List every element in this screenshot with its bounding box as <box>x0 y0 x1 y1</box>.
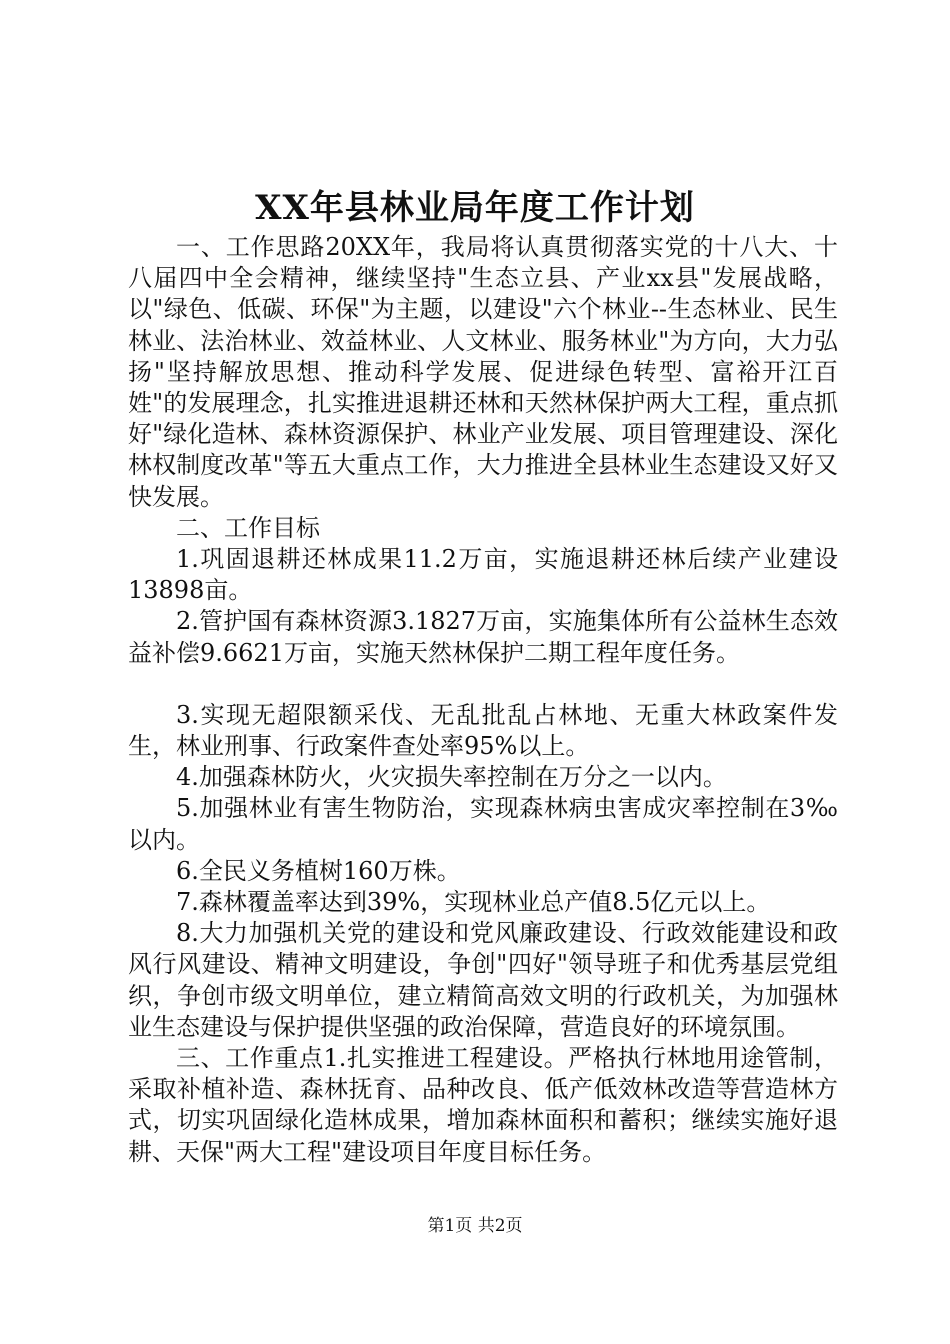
heading-work-goals: 二、工作目标 <box>176 513 320 542</box>
paragraph-work-focus: 三、工作重点1.扎实推进工程建设。严格执行林地用途管制，采取补植补造、森林抚育、品种改良、低产低效林改造等营造林方式，切实巩固绿化造林成果，增加森林面积和蓄积；继续实施好退耕、天保"两大工程"建设项目年度目标任务。 <box>128 1044 838 1166</box>
goal-item-8: 8.大力加强机关党的建设和党风廉政建设、行政效能建设和政风行风建设、精神文明建设，争创"四好"领导班子和优秀基层党组织，争创市级文明单位，建立精简高效文明的行政机关，为加强林业生态建设与保护提供坚强的政治保障，营造良好的环境氛围。 <box>128 919 838 1041</box>
document-title: XX年县林业局年度工作计划 <box>255 188 695 228</box>
goal-item-6: 6.全民义务植树160万株。 <box>176 856 461 885</box>
document-body <box>128 232 838 1168</box>
goal-item-2: 2.管护国有森林资源3.1827万亩，实施集体所有公益林生态效益补偿9.6621万亩，实施天然林保护二期工程年度任务。 <box>128 607 838 667</box>
goal-item-7: 7.森林覆盖率达到39%，实现林业总产值8.5亿元以上。 <box>176 888 771 917</box>
paragraph-work-approach: 一、工作思路20XX年，我局将认真贯彻落实党的十八大、十八届四中全会精神，继续坚持"生态立县、产业xx县"发展战略，以"绿色、低碳、环保"为主题，以建设"六个林业--生态林业、民生林业、法治林业、效益林业、人文林业、服务林业"为方向，大力弘扬"坚持解放思想、推动科学发展、促进绿色转型、富裕开江百姓"的发展理念，扎实推进退耕还林和天然林保护两大工程，重点抓好"绿化造林、森林资源保护、林业产业发展、项目管理建设、深化林权制度改革"等五大重点工作，大力推进全县林业生态建设又好又快发展。 <box>128 233 838 511</box>
goal-item-5: 5.加强林业有害生物防治，实现森林病虫害成灾率控制在3‰以内。 <box>128 794 838 854</box>
page-footer: 第1页 共2页 <box>427 1216 523 1236</box>
goal-item-4: 4.加强森林防火，火灾损失率控制在万分之一以内。 <box>176 763 727 792</box>
goal-item-3: 3.实现无超限额采伐、无乱批乱占林地、无重大林政案件发生，林业刑事、行政案件查处率95%以上。 <box>128 700 838 761</box>
goal-item-1: 1.巩固退耕还林成果11.2万亩，实施退耕还林后续产业建设13898亩。 <box>128 545 838 605</box>
